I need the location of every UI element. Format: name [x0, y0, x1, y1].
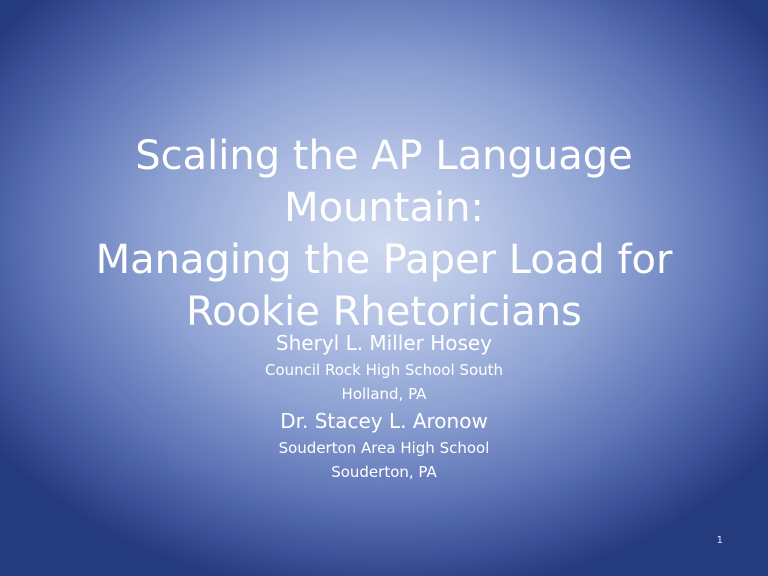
presenter-2-location: Souderton, PA	[331, 463, 437, 481]
presenter-block	[84, 328, 684, 484]
slide-number: 1	[716, 535, 723, 546]
presenter-1-location: Holland, PA	[341, 385, 427, 403]
presenter-1-name: Sheryl L. Miller Hosey	[275, 331, 493, 355]
slide-title: Scaling the AP Language Mountain: Managing the Paper Load for Rookie Rhetoricians	[95, 133, 673, 335]
presenter-2-school: Souderton Area High School	[278, 439, 490, 457]
presenter-2-name: Dr. Stacey L. Aronow	[280, 409, 488, 433]
presenter-1-school: Council Rock High School South	[264, 361, 504, 379]
